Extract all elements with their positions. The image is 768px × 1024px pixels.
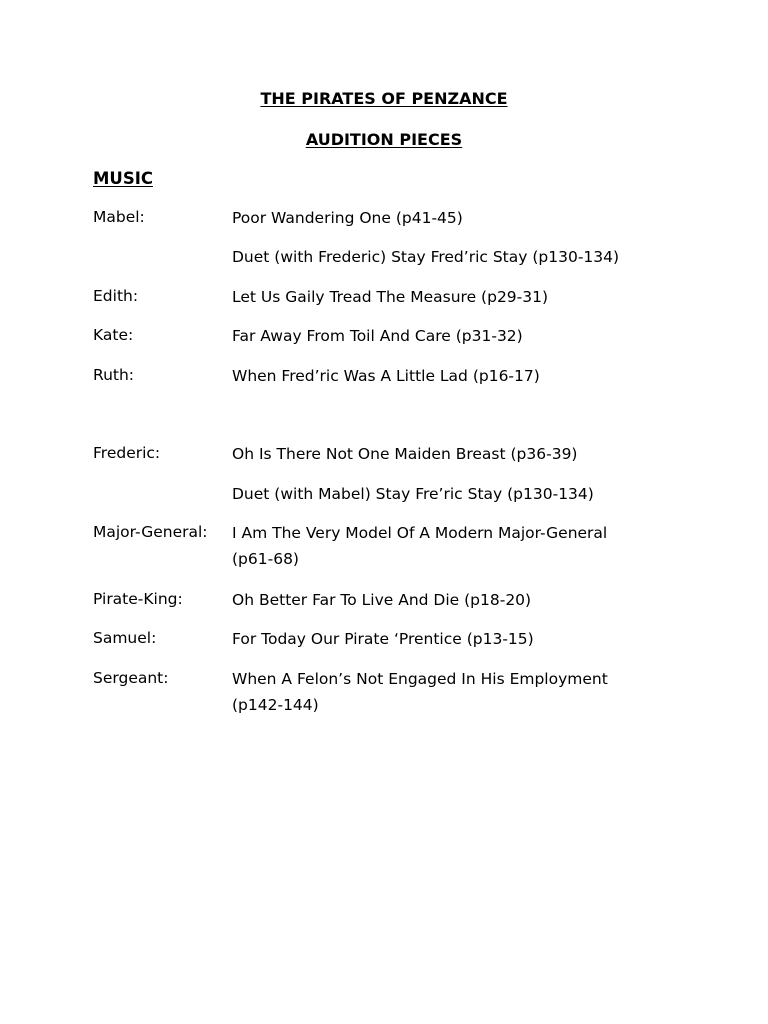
piece-text-edith: Let Us Gaily Tread The Measure (p29-31) bbox=[232, 288, 549, 306]
role-label-ruth: Ruth: bbox=[93, 366, 135, 384]
piece-text-frederic-duet: Duet (with Mabel) Stay Fre’ric Stay (p130-134) bbox=[232, 485, 594, 503]
role-label-pirate-king: Pirate-King: bbox=[93, 590, 183, 608]
role-label-edith: Edith: bbox=[93, 287, 139, 305]
piece-text-major-general: I Am The Very Model Of A Modern Major-General bbox=[232, 524, 608, 542]
role-label-samuel: Samuel: bbox=[93, 629, 157, 647]
piece-text-frederic: Oh Is There Not One Maiden Breast (p36-39) bbox=[232, 445, 578, 463]
section-heading-music: MUSIC bbox=[93, 169, 153, 188]
role-label-mabel: Mabel: bbox=[93, 208, 145, 226]
piece-text-kate: Far Away From Toil And Care (p31-32) bbox=[232, 327, 523, 345]
piece-text-mabel: Poor Wandering One (p41-45) bbox=[232, 209, 463, 227]
role-label-sergeant: Sergeant: bbox=[93, 669, 169, 687]
role-label-kate: Kate: bbox=[93, 326, 134, 344]
role-label-major-general: Major-General: bbox=[93, 523, 208, 541]
piece-text-sergeant-pages: (p142-144) bbox=[232, 696, 319, 714]
document-subtitle: AUDITION PIECES bbox=[305, 130, 463, 149]
document-title: THE PIRATES OF PENZANCE bbox=[260, 89, 508, 108]
role-label-frederic: Frederic: bbox=[93, 444, 161, 462]
piece-text-major-general-pages: (p61-68) bbox=[232, 550, 299, 568]
piece-text-sergeant: When A Felon’s Not Engaged In His Employment bbox=[232, 670, 608, 688]
piece-text-ruth: When Fred’ric Was A Little Lad (p16-17) bbox=[232, 367, 540, 385]
piece-text-pirate-king: Oh Better Far To Live And Die (p18-20) bbox=[232, 591, 532, 609]
piece-text-samuel: For Today Our Pirate ‘Prentice (p13-15) bbox=[232, 630, 534, 648]
piece-text-mabel-duet: Duet (with Frederic) Stay Fred’ric Stay (p130-134) bbox=[232, 248, 620, 266]
